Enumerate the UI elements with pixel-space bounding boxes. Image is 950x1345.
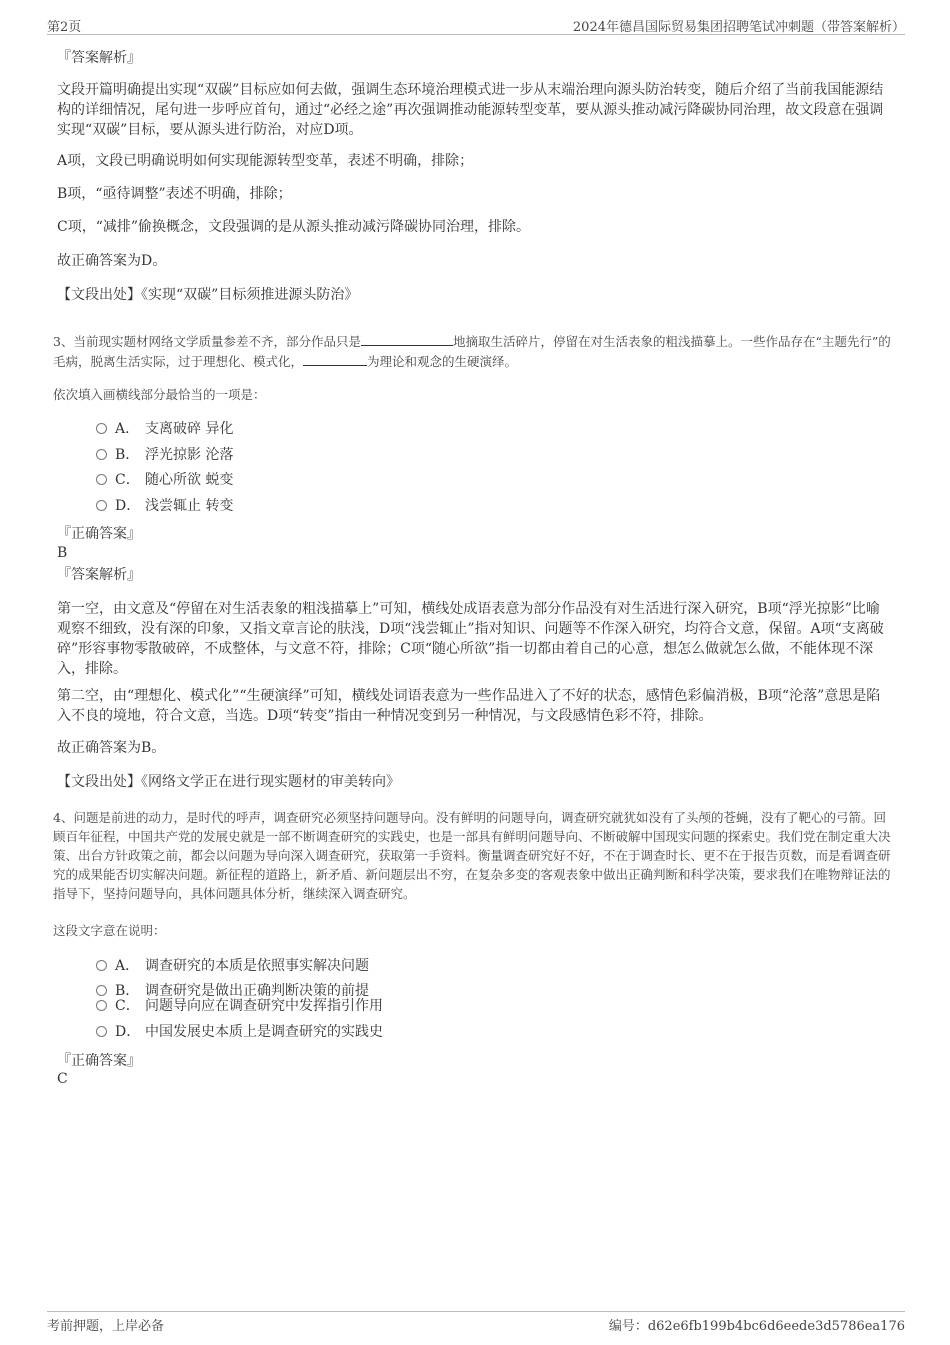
q4-option-b[interactable]: B． 调查研究是做出正确判断决策的前提 <box>96 981 369 1001</box>
q4-instruction: 这段文字意在说明： <box>53 923 166 938</box>
q3-blank-1 <box>361 331 453 346</box>
radio-icon[interactable] <box>96 500 107 511</box>
radio-icon[interactable] <box>96 960 107 971</box>
document-id: 编号：d62e6fb199b4bc6d6eede3d5786ea176 <box>608 1319 905 1334</box>
radio-icon[interactable] <box>96 1000 107 1011</box>
q4-option-d[interactable]: D． 中国发展史本质上是调查研究的实践史 <box>96 1022 383 1042</box>
q3-answer-label: 『正确答案』 <box>57 526 141 542</box>
q3-source: 【文段出处】《网络文学正在进行现实题材的审美转向》 <box>57 774 400 790</box>
q3-analysis-paragraph-1: 第一空，由文意及“停留在对生活表象的粗浅描摹上”可知，横线处成语表意为部分作品没有对生活进行深入研究，B项“浮光掠影”比喻观察不细致，没有深的印象，又指文章言论的肤浅，D项“浅尝辄止”指对知识、问题等不作深入研究，均符合文意，保留。A项“支离破碎”形容事物零散破碎，不成整体，与文意不符，排除；C项“随心所欲”指一切都由着自己的心意，想怎么做就怎么做，不能体现不深入，排除。 <box>57 601 884 677</box>
q2-analysis-paragraph: 文段开篇明确提出实现“双碳”目标应如何去做，强调生态环境治理模式进一步从末端治理向源头防治转变，随后介绍了当前我国能源结构的详细情况，尾句进一步呼应首句，通过“必经之途”再次强调推动能源转型变革，要从源头推动减污降碳协同治理，故文段意在强调实现“双碳”目标，要从源头进行防治，对应D项。 <box>57 82 884 138</box>
q2-source: 【文段出处】《实现“双碳”目标须推进源头防治》 <box>57 287 359 303</box>
q3-option-c[interactable]: C． 随心所欲 蜕变 <box>96 470 233 490</box>
q2-analysis-option-a: A项，文段已明确说明如何实现能源转型变革，表述不明确，排除； <box>57 153 474 169</box>
q3-option-a[interactable]: A． 支离破碎 异化 <box>96 419 233 439</box>
q4-stem: 4、问题是前进的动力，是时代的呼声，调查研究必须坚持问题导向。没有鲜明的问题导向，调查研究就犹如没有了头颅的苍蝇，没有了靶心的弓箭。回顾百年征程，中国共产党的发展史就是一部不断调查研究的实践史，也是一部具有鲜明问题导向、不断破解中国现实问题的探索史。我们党在制定重大决策、出台方针政策之前，都会以问题为导向深入调查研究，获取第一手资料。衡量调查研究好不好，不在于调查时长、更不在于报告页数，而是看调查研究的成果能否切实解决问题。新征程的道路上，新矛盾、新问题层出不穷，在复杂多变的客观表象中做出正确判断和科学决策，要求我们在唯物辩证法的指导下，坚持问题导向，具体问题具体分析，继续深入调查研究。 <box>53 810 891 901</box>
q3-stem: 3、当前现实题材网络文学质量参差不齐，部分作品只是 地摘取生活碎片，停留在对生活表象的粗浅描摹上。一些作品存在“主题先行”的毛病，脱离生活实际，过于理想化、模式化， 为理论和观念的生硬演绎。 <box>53 331 893 371</box>
q3-instruction: 依次填入画横线部分最恰当的一项是： <box>53 387 266 402</box>
q2-conclusion: 故正确答案为D。 <box>57 253 167 269</box>
q3-conclusion: 故正确答案为B。 <box>57 740 166 756</box>
q4-answer-label: 『正确答案』 <box>57 1053 141 1069</box>
q3-answer: B <box>57 545 68 561</box>
q3-option-b[interactable]: B． 浮光掠影 沦落 <box>96 445 233 465</box>
q3-analysis-paragraph-2: 第二空，由“理想化、模式化”“生硬演绎”可知，横线处词语表意为一些作品进入了不好的状态，感情色彩偏消极，B项“沦落”意思是陷入不良的境地，符合文意，当选。D项“转变”指由一种情况变到另一种情况，与文段感情色彩不符，排除。 <box>57 688 881 724</box>
q3-analysis-label: 『答案解析』 <box>57 567 141 583</box>
document-title: 2024年德昌国际贸易集团招聘笔试冲刺题（带答案解析） <box>572 20 905 35</box>
q4-option-c[interactable]: C． 问题导向应在调查研究中发挥指引作用 <box>96 996 383 1016</box>
q2-analysis-option-b: B项，“亟待调整”表述不明确，排除； <box>57 186 292 202</box>
radio-icon[interactable] <box>96 423 107 434</box>
page-header <box>47 14 905 35</box>
q2-analysis-option-c: C项，“减排”偷换概念，文段强调的是从源头推动减污降碳协同治理，排除。 <box>57 219 531 235</box>
q2-analysis-label: 『答案解析』 <box>57 50 141 66</box>
radio-icon[interactable] <box>96 1026 107 1037</box>
q4-option-a[interactable]: A． 调查研究的本质是依照事实解决问题 <box>96 956 369 976</box>
radio-icon[interactable] <box>96 449 107 460</box>
radio-icon[interactable] <box>96 474 107 485</box>
q4-answer: C <box>57 1071 68 1087</box>
q3-option-d[interactable]: D． 浅尝辄止 转变 <box>96 496 233 516</box>
q3-blank-2 <box>303 351 367 366</box>
page-number: 第2页 <box>47 20 82 35</box>
page-footer <box>47 1311 905 1334</box>
footer-slogan: 考前押题，上岸必备 <box>47 1319 165 1334</box>
radio-icon[interactable] <box>96 985 107 996</box>
